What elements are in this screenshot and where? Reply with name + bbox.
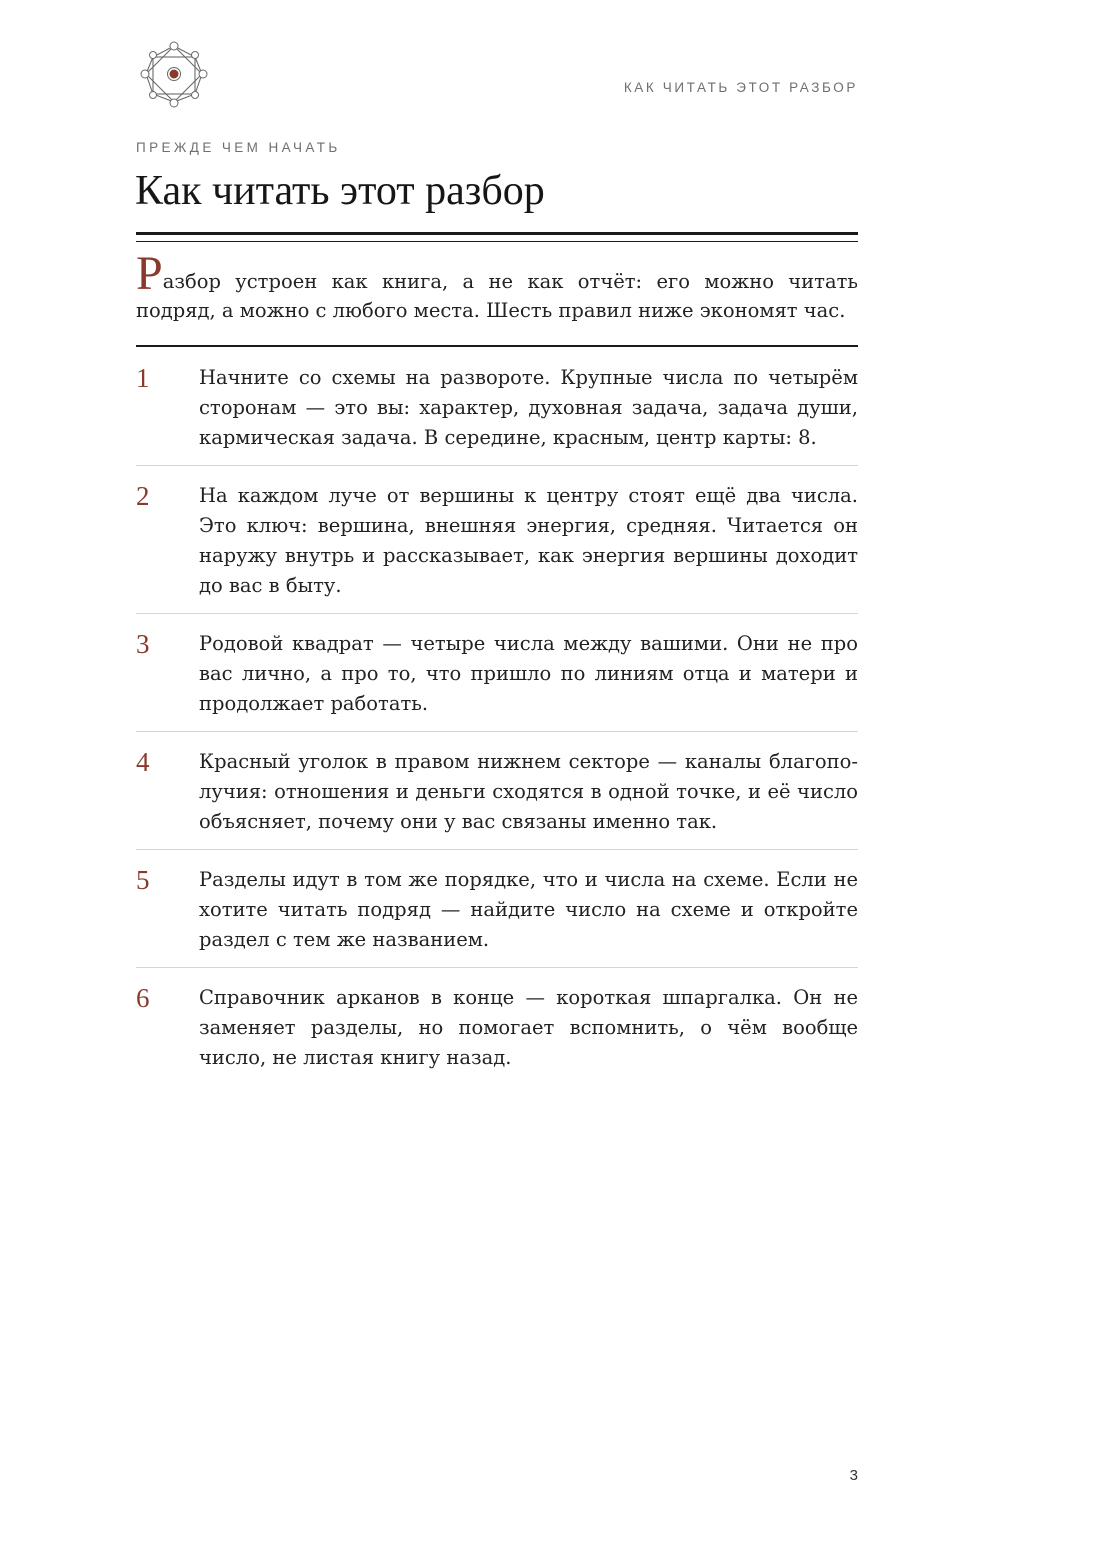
- rule-text: Красный уголок в правом нижнем секторе — каналы благополучия: отношения и деньги сходятся в одной точке, и её число объясняет, почему они у вас связаны именно так.: [199, 750, 858, 833]
- page-title: Как читать этот разбор: [135, 168, 545, 214]
- drop-cap: Р: [136, 247, 163, 300]
- rules-list: [136, 348, 858, 1085]
- rule-item: [136, 466, 858, 614]
- title-divider-thick: [136, 232, 858, 235]
- rule-number: 6: [136, 983, 150, 1013]
- rule-item: [136, 614, 858, 732]
- rule-text: На каждом луче от вершины к центру стоят ещё два числа. Это ключ: вершина, внешняя энергия, средняя. Читается он наружу внутрь и рассказывает, как энергия вершины доходит до вас в быту.: [199, 484, 858, 597]
- section-eyebrow: ПРЕЖДЕ ЧЕМ НАЧАТЬ: [136, 140, 341, 155]
- rule-number: 3: [136, 629, 150, 659]
- rule-number: 4: [136, 747, 150, 777]
- rule-number: 1: [136, 363, 150, 393]
- lead-text: азбор устроен как книга, а не как отчёт: его можно читать подряд, а можно с любого места. Шесть правил ниже экономят час.: [136, 270, 858, 322]
- rule-item: [136, 850, 858, 968]
- lead-divider: [136, 345, 858, 347]
- running-head: КАК ЧИТАТЬ ЭТОТ РАЗБОР: [623, 80, 858, 95]
- rule-item: [136, 968, 858, 1085]
- rule-number: 5: [136, 865, 150, 895]
- page-number: 3: [849, 1467, 858, 1484]
- rule-text: Начните со схемы на развороте. Крупные числа по четырём сторонам — это вы: характер, духовная задача, задача души, кармическая задача. В середине, красным, центр карты: 8.: [199, 366, 858, 449]
- title-divider-thin: [136, 241, 858, 242]
- rule-text: Разделы идут в том же порядке, что и числа на схеме. Если не хотите читать подряд — найдите число на схеме и откройте раздел с тем же названием.: [199, 868, 858, 951]
- rule-text: Справочник арканов в конце — короткая шпаргалка. Он не заменяет разделы, но помогает вспомнить, о чём вообще число, не листая книгу назад.: [199, 986, 858, 1069]
- rule-text: Родовой квадрат — четыре числа между вашими. Они не про вас лично, а про то, что пришло по линиям отца и матери и продолжает работать.: [199, 632, 858, 715]
- rule-item: [136, 732, 858, 850]
- rule-number: 2: [136, 481, 150, 511]
- octagram-diagram-icon: [136, 38, 212, 110]
- lead-paragraph: [136, 247, 858, 325]
- rule-item: [136, 348, 858, 466]
